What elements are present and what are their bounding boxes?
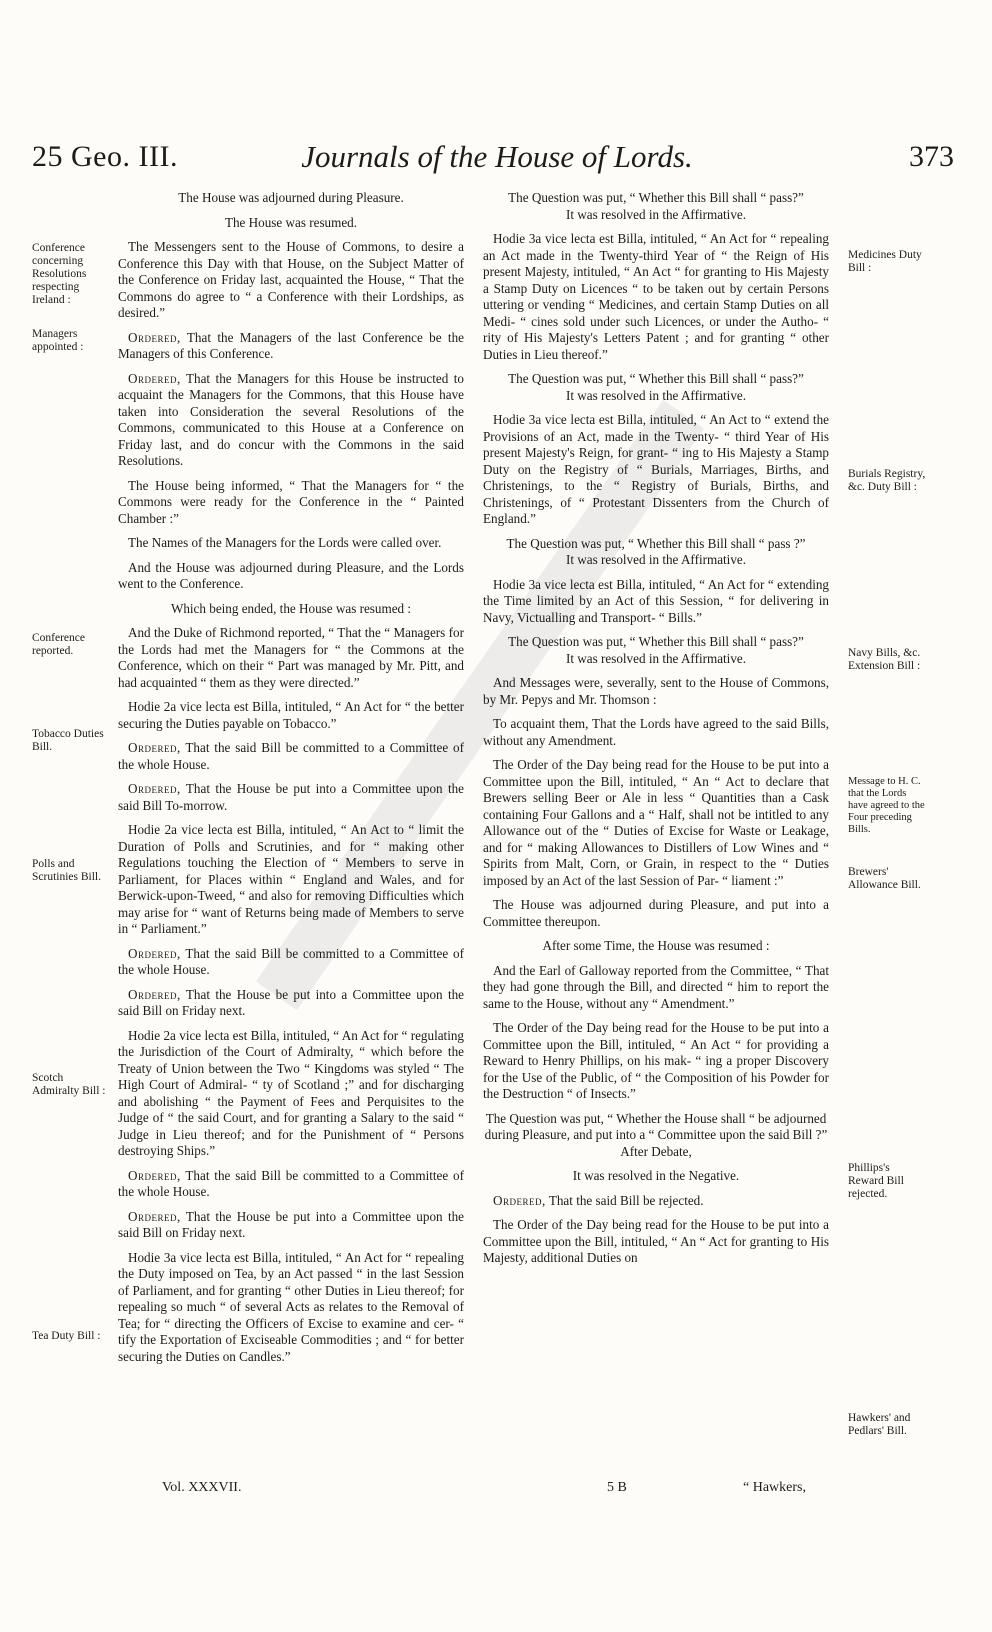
ordered-lead: Ordered, (128, 1167, 181, 1183)
paragraph-text: That the House be put into a Committee upon the said Bill To-morrow. (118, 781, 464, 813)
paragraph (483, 1217, 829, 1267)
paragraph-text: The Order of the Day being read for the House to be put into a Committee upon the Bill, intituled, “ An “ Act to declare that Brewers selling Beer or Ale in less “ Quantities than a Cask containing Four Gallons and a “ Half, shall not be intitled to any Allowance out of the “ Duties of Excise for Waste or Leakage, and for “ making Allowances to Distillers of Low Wines and “ Spirits from Malt, Corn, or Grain, in respect to the “ Duties imposed by an Act of the last Session of Par- “ liament :” (483, 757, 829, 888)
paragraph (483, 190, 829, 207)
paragraph-text: It was resolved in the Affirmative. (565, 552, 747, 567)
paragraph-text: Hodie 2a vice lecta est Billa, intituled, “ An Act for “ regulating the Jurisdiction of the Court of Admiralty, “ which before the Treaty of Union between the Two “ Kingdoms was styled “ The High Court of Admiral- “ ty of Scotland ;” and for discharging and abolishing “ the Payment of Fees and Perquisites to the Judge of “ the said Court, and for granting a Salary to the said “ Judge in Lieu thereof; and for the Punishment of “ Persons destroying Ships.” (118, 1027, 464, 1158)
paragraph (118, 781, 464, 814)
paragraph-text: Hodie 3a vice lecta est Billa, intituled, “ An Act to “ extend the Provisions of an Act, made in the Twenty- “ third Year of His present Majesty's Reign, for grant- “ ing to His Majesty a Stamp Duty on the Registry of “ Burials, Marriages, Births, and Christenings, to the “ Registry of Burials, Births, and Christenings, of “ Protestant Dissenters from the Church of England.” (483, 412, 829, 526)
left-column (118, 190, 464, 1373)
paragraph-text: It was resolved in the Negative. (572, 1168, 740, 1183)
margin-note: Managers appointed : (32, 328, 84, 353)
paragraph (118, 215, 464, 232)
paragraph-text: And Messages were, severally, sent to the House of Commons, by Mr. Pepys and Mr. Thomson : (483, 675, 829, 707)
ordered-lead: Ordered, (128, 945, 181, 961)
margin-note: Burials Registry, &c. Duty Bill : (848, 468, 926, 493)
paragraph (483, 1144, 829, 1161)
paragraph (118, 330, 464, 363)
paragraph (118, 601, 464, 618)
paragraph-text: The House being informed, “ That the Managers for “ the Commons were ready for the Conference in the “ Painted Chamber :” (118, 477, 464, 526)
paragraph-text: Hodie 3a vice lecta est Billa, intituled, “ An Act for “ extending the Time limited by an Act of this Session, “ for delivering in Navy, Victualling and Transport- “ Bills.” (483, 576, 829, 625)
margin-note: Hawkers' and Pedlars' Bill. (848, 1412, 911, 1437)
paragraph-text: It was resolved in the Affirmative. (565, 206, 747, 222)
paragraph-text: That the House be put into a Committee upon the said Bill on Friday next. (118, 986, 464, 1018)
paragraph-text: That the said Bill be committed to a Committee of the whole House. (118, 945, 464, 977)
paragraph (483, 634, 829, 651)
right-column (483, 190, 829, 1275)
paragraph-text: Which being ended, the House was resumed : (170, 600, 412, 616)
paragraph-text: The Question was put, “ Whether this Bill shall “ pass ?” (506, 535, 806, 551)
paragraph (118, 946, 464, 979)
paragraph (483, 231, 829, 363)
paragraph (483, 716, 829, 749)
ordered-lead: Ordered, (128, 740, 181, 755)
paragraph-text: Hodie 2a vice lecta est Billa, intituled, “ An Act to “ limit the Duration of Polls and Scrutinies, and for “ making other Regulations touching the Election of “ Members to serve in Parliament, for Places within “ England and Wales, and for Berwick-upon-Tweed, “ and also for removing Difficulties which may arise for “ want of Returns being made of Members to serve in “ Parliament.” (118, 822, 464, 936)
paragraph-text: And the Duke of Richmond reported, “ That the “ Managers for the Lords had met the Managers for “ the Commons at the Conference, which on their “ Part was managed by Mr. Pitt, and had acquainted “ them as they were directed.” (118, 625, 464, 690)
paragraph (118, 1168, 464, 1201)
margin-note: Navy Bills, &c. Extension Bill : (848, 647, 921, 672)
paragraph (118, 239, 464, 322)
paragraph-text: The House was resumed. (224, 214, 358, 230)
paragraph-text: The Order of the Day being read for the House to be put into a Committee upon the Bill, intituled, “ An “ Act for granting to His Majesty, additional Duties on (483, 1217, 829, 1265)
margin-note: Conference reported. (32, 632, 85, 657)
paragraph-text: Hodie 2a vice lecta est Billa, intituled, “ An Act for “ the better securing the Duties payable on Tobacco.” (118, 699, 464, 731)
paragraph (118, 535, 464, 552)
paragraph (118, 478, 464, 528)
margin-note: Medicines Duty Bill : (848, 249, 922, 274)
paragraph (118, 1209, 464, 1242)
paragraph-text: Hodie 3a vice lecta est Billa, intituled, “ An Act for “ repealing an Act made in the Twenty-third Year of “ the Reign of His present Majesty, intituled, “ An Act “ for granting to His Majesty a Stamp Duty on Licences “ to be taken out by certain Persons uttering or vending “ Medicines, and certain Stamp Duties on all Medi- “ cines sold under such Licences, or under the Autho- “ rity of His Majesty's Letters Patent ; and for granting “ other Duties in Lieu thereof.” (483, 231, 829, 362)
paragraph-text: That the said Bill be committed to a Committee of the whole House. (118, 1167, 464, 1199)
header-page-number: 373 (909, 140, 954, 173)
paragraph (483, 1168, 829, 1185)
paragraph (483, 1020, 829, 1103)
paragraph-text: It was resolved in the Affirmative. (565, 387, 747, 403)
paragraph (118, 1250, 464, 1366)
paragraph (483, 388, 829, 405)
footer-volume: Vol. XXXVII. (162, 1480, 242, 1495)
paragraph (118, 625, 464, 691)
paragraph-text: And the Earl of Galloway reported from the Committee, “ That they had gone through the Bill, and directed “ him to report the same to the House, without any “ Amendment.” (483, 962, 829, 1011)
paragraph-text: The Names of the Managers for the Lords were called over. (128, 535, 442, 550)
paragraph-text: That the House be put into a Committee upon the said Bill on Friday next. (118, 1208, 464, 1240)
paragraph-text: That the said Bill be committed to a Committee of the whole House. (118, 740, 464, 772)
paragraph-text: The House was adjourned during Pleasure, and put into a Committee thereupon. (483, 897, 829, 929)
ordered-lead: Ordered, (128, 329, 181, 345)
ordered-lead: Ordered, (128, 781, 181, 796)
margin-note: Tea Duty Bill : (32, 1330, 101, 1342)
margin-note: Polls and Scrutinies Bill. (32, 858, 101, 883)
paragraph (118, 560, 464, 593)
paragraph-text: Hodie 3a vice lecta est Billa, intituled, “ An Act for “ repealing the Duty imposed on Tea, by an Act passed “ in the last Session of Parliament, and for granting “ other Duties in Lieu thereof; for repealing so much “ of several Acts as relates to the Removal of Tea; for “ directing the Officers of Excise to examine and cer- “ tify the Exportation of Exciseable Commodities ; and “ for better securing the Duties on Candles.” (118, 1249, 464, 1364)
paragraph (118, 371, 464, 470)
paragraph (483, 897, 829, 930)
paragraph (483, 938, 829, 955)
paragraph-text: The House was adjourned during Pleasure. (178, 190, 404, 205)
paragraph-text: That the said Bill be rejected. (545, 1192, 704, 1208)
paragraph-text: It was resolved in the Affirmative. (565, 650, 747, 666)
paragraph-text: The Question was put, “ Whether the House shall “ be adjourned during Pleasure, and put into a “ Committee upon the said Bill ?” (484, 1110, 828, 1142)
margin-note: Phillips's Reward Bill rejected. (848, 1162, 904, 1200)
footer-catchword: “ Hawkers, (743, 1480, 806, 1495)
margin-note: Brewers' Allowance Bill. (848, 866, 921, 891)
paragraph (118, 1028, 464, 1160)
paragraph (483, 371, 829, 388)
paragraph (483, 675, 829, 708)
paragraph-text: To acquaint them, That the Lords have agreed to the said Bills, without any Amendment. (483, 716, 829, 748)
paragraph (483, 536, 829, 553)
header-title: Journals of the House of Lords. (301, 139, 693, 174)
ordered-lead: Ordered, (128, 370, 181, 386)
paragraph (483, 963, 829, 1013)
ordered-lead: Ordered, (493, 1192, 546, 1208)
paragraph (483, 552, 829, 569)
paragraph (483, 651, 829, 668)
margin-note: Scotch Admiralty Bill : (32, 1072, 106, 1097)
paragraph-text: After some Time, the House was resumed : (542, 938, 770, 953)
paragraph (483, 207, 829, 224)
paragraph (483, 1111, 829, 1144)
header-regnal-year: 25 Geo. III. (32, 140, 178, 173)
paragraph-text: The Question was put, “ Whether this Bill shall “ pass?” (508, 190, 804, 205)
paragraph-text: The Question was put, “ Whether this Bill shall “ pass?” (508, 371, 804, 386)
paragraph (118, 987, 464, 1020)
paragraph (483, 577, 829, 627)
paragraph-text: The Order of the Day being read for the House to be put into a Committee upon the Bill, intituled, “ An Act “ for providing a Reward to Henry Phillips, on his mak- “ ing a proper Discovery for the Use of the Public, of “ the Composition of his Powder for the Destruction “ of Insects.” (483, 1020, 829, 1101)
ordered-lead: Ordered, (128, 1208, 181, 1224)
paragraph-text: That the Managers of the last Conference be the Managers of this Conference. (118, 329, 464, 361)
paragraph (483, 757, 829, 889)
margin-note: Conference concerning Resolutions respecting Ireland : (32, 242, 87, 306)
margin-note: Tobacco Duties Bill. (32, 728, 104, 753)
paragraph (118, 740, 464, 773)
paragraph-text: And the House was adjourned during Pleasure, and the Lords went to the Conference. (118, 559, 464, 591)
paragraph-text: The Question was put, “ Whether this Bill shall “ pass?” (508, 634, 804, 649)
ordered-lead: Ordered, (128, 986, 181, 1002)
paragraph-text: That the Managers for this House be instructed to acquaint the Managers for the Commons, that this House have taken into Consideration the several Resolutions of the Commons, communicated to this House at a Conference on Friday last, and do concur with the Commons in the said Resolutions. (118, 370, 464, 468)
paragraph (483, 412, 829, 528)
paragraph (118, 822, 464, 938)
footer-signature: 5 B (607, 1480, 627, 1495)
paragraph (118, 699, 464, 732)
paragraph (118, 190, 464, 207)
paragraph-text: The Messengers sent to the House of Commons, to desire a Conference this Day with that House, on the Subject Matter of the Conference on Friday last, acquainted the House, “ That the Commons do agree to “ a Conference with their Lordships, as desired.” (118, 239, 464, 320)
margin-note: Message to H. C. that the Lords have agreed to the Four preceding Bills. (848, 776, 925, 835)
paragraph (483, 1193, 829, 1210)
paragraph-text: After Debate, (620, 1143, 692, 1159)
